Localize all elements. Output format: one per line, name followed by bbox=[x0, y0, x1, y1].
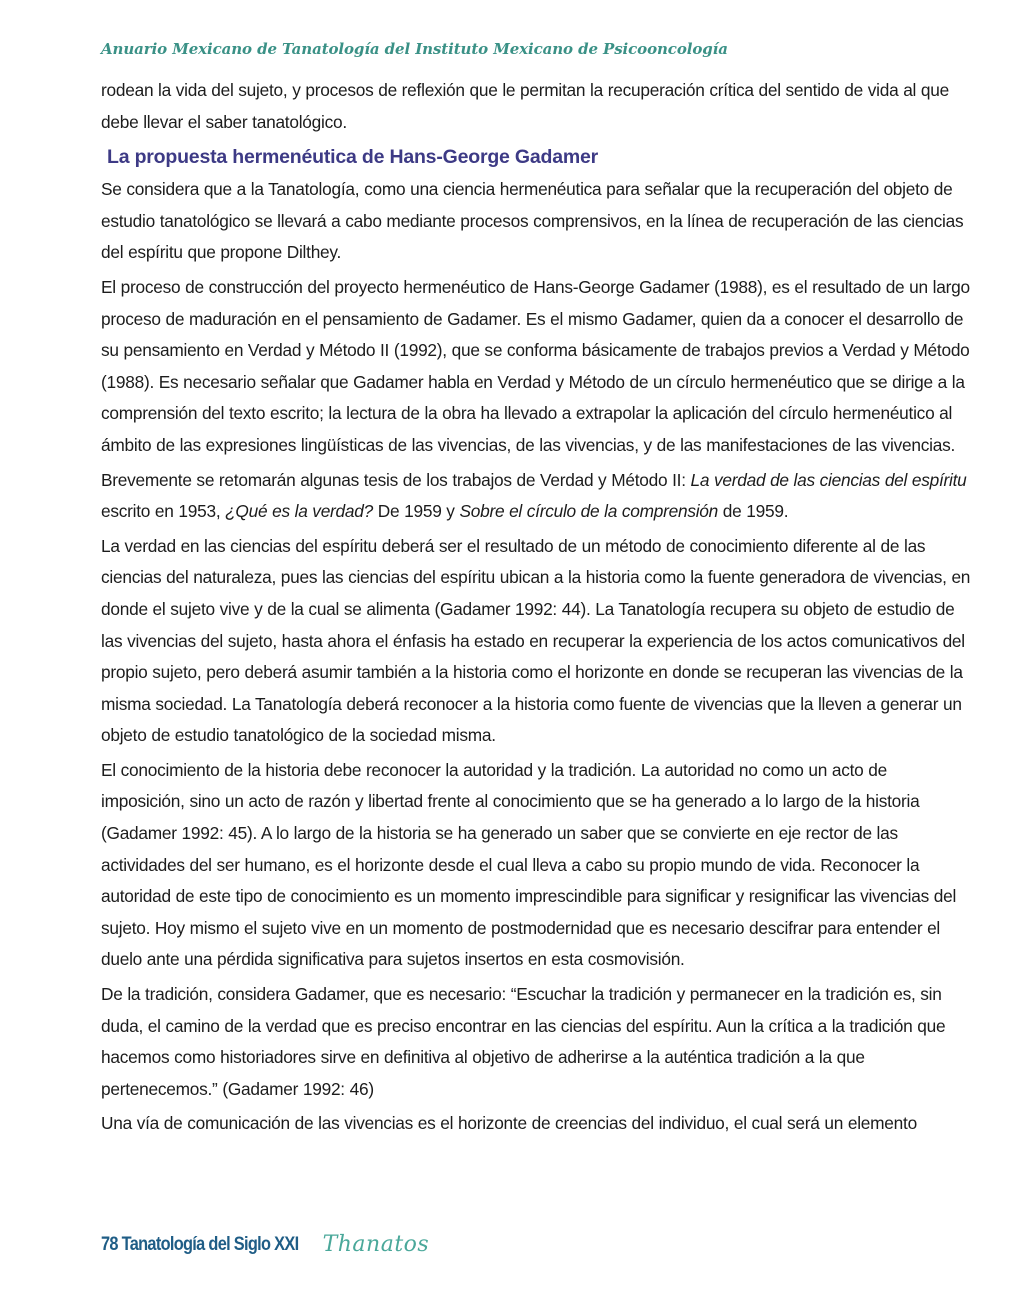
paragraph-continuation: rodean la vida del sujeto, y procesos de reflexión que le permitan la recuperación crítica del sentido de vida al que debe llevar el saber tanatológico. bbox=[101, 80, 949, 132]
thanatos-logo: Thanatos bbox=[322, 1232, 430, 1257]
paragraph-6: De la tradición, considera Gadamer, que es necesario: “Escuchar la tradición y permanecer en la tradición es, sin duda, el camino de la verdad que es preciso encontrar en las ciencias del espíritu. Aun la crítica a la tradición que hacemos como historiadores sirve en definitiva al objetivo de adherirse a la auténtica tradición a la que pertenecemos.” (Gadamer 1992: 46) bbox=[101, 984, 946, 1099]
paragraph-2: El proceso de construcción del proyecto hermenéutico de Hans-George Gadamer (1988), es el resultado de un largo proceso de maduración en el pensamiento de Gadamer. Es el mismo Gadamer, quien da a conocer el desarrollo de su pensamiento en Verdad y Método II (1992), que se conforma básicamente de trabajos previos a Verdad y Método (1988). Es necesario señalar que Gadamer habla en Verdad y Método de un círculo hermenéutico que se dirige a la comprensión del texto escrito; la lectura de la obra ha llevado a extrapolar la aplicación del círculo hermenéutico al ámbito de las expresiones lingüísticas de las vivencias, de las vivencias, y de las manifestaciones de las vivencias. bbox=[101, 276, 970, 455]
paragraph-3 bbox=[101, 465, 971, 528]
paragraph-3-text-4: de 1959. bbox=[718, 501, 789, 522]
paragraph-3-text-1: Brevemente se retomarán algunas tesis de los trabajos de Verdad y Método II: bbox=[101, 469, 691, 490]
footer-page-label: 78 Tanatología del Siglo XXI bbox=[101, 1233, 299, 1255]
article-body bbox=[101, 75, 971, 1143]
paragraph-3-title-2: ¿Qué es la verdad? bbox=[225, 501, 374, 522]
section-heading: La propuesta hermenéutica de Hans-George Gadamer bbox=[107, 146, 599, 169]
paragraph-7: Una vía de comunicación de las vivencias es el horizonte de creencias del individuo, el cual será un elemento bbox=[101, 1113, 917, 1134]
paragraph-3-text-3: De 1959 y bbox=[373, 501, 460, 522]
paragraph-4: La verdad en las ciencias del espíritu deberá ser el resultado de un método de conocimiento diferente al de las ciencias del naturaleza, pues las ciencias del espíritu ubican a la historia como la fuente generadora de vivencias, en donde el sujeto vive y de la cual se alimenta (Gadamer 1992: 44). La Tanatología recupera su objeto de estudio de las vivencias del sujeto, hasta ahora el énfasis ha estado en recuperar la experiencia de los actos comunicativos del propio sujeto, pero deberá asumir también a la historia como el horizonte en donde se recuperan las vivencias de la misma sociedad. La Tanatología deberá reconocer a la historia como fuente de vivencias que la lleven a generar un objeto de estudio tanatológico de la sociedad misma. bbox=[101, 535, 971, 746]
paragraph-3-title-1: La verdad de las ciencias del espíritu bbox=[690, 469, 967, 490]
page-footer bbox=[101, 1232, 429, 1257]
journal-running-head: Anuario Mexicano de Tanatología del Instituto Mexicano de Psicooncología bbox=[101, 40, 728, 58]
paragraph-3-text-2: escrito en 1953, bbox=[101, 501, 226, 522]
paragraph-5: El conocimiento de la historia debe reconocer la autoridad y la tradición. La autoridad no como un acto de imposición, sino un acto de razón y libertad frente al conocimiento que se ha generado a lo largo de la historia (Gadamer 1992: 45). A lo largo de la historia se ha generado un saber que se convierte en eje rector de las actividades del ser humano, es el horizonte desde el cual lleva a cabo su propio mundo de vida. Reconocer la autoridad de este tipo de conocimiento es un momento imprescindible para significar y resignificar las vivencias del sujeto. Hoy mismo el sujeto vive en un momento de postmodernidad que es necesario descifrar para entender el duelo ante una pérdida significativa para sujetos insertos en esta cosmovisión. bbox=[101, 759, 957, 970]
paragraph-1: Se considera que a la Tanatología, como una ciencia hermenéutica para señalar que la recuperación del objeto de estudio tanatológico se llevará a cabo mediante procesos comprensivos, en la línea de recuperación de las ciencias del espíritu que propone Dilthey. bbox=[101, 179, 964, 263]
paragraph-3-title-3: Sobre el círculo de la comprensión bbox=[459, 501, 719, 522]
